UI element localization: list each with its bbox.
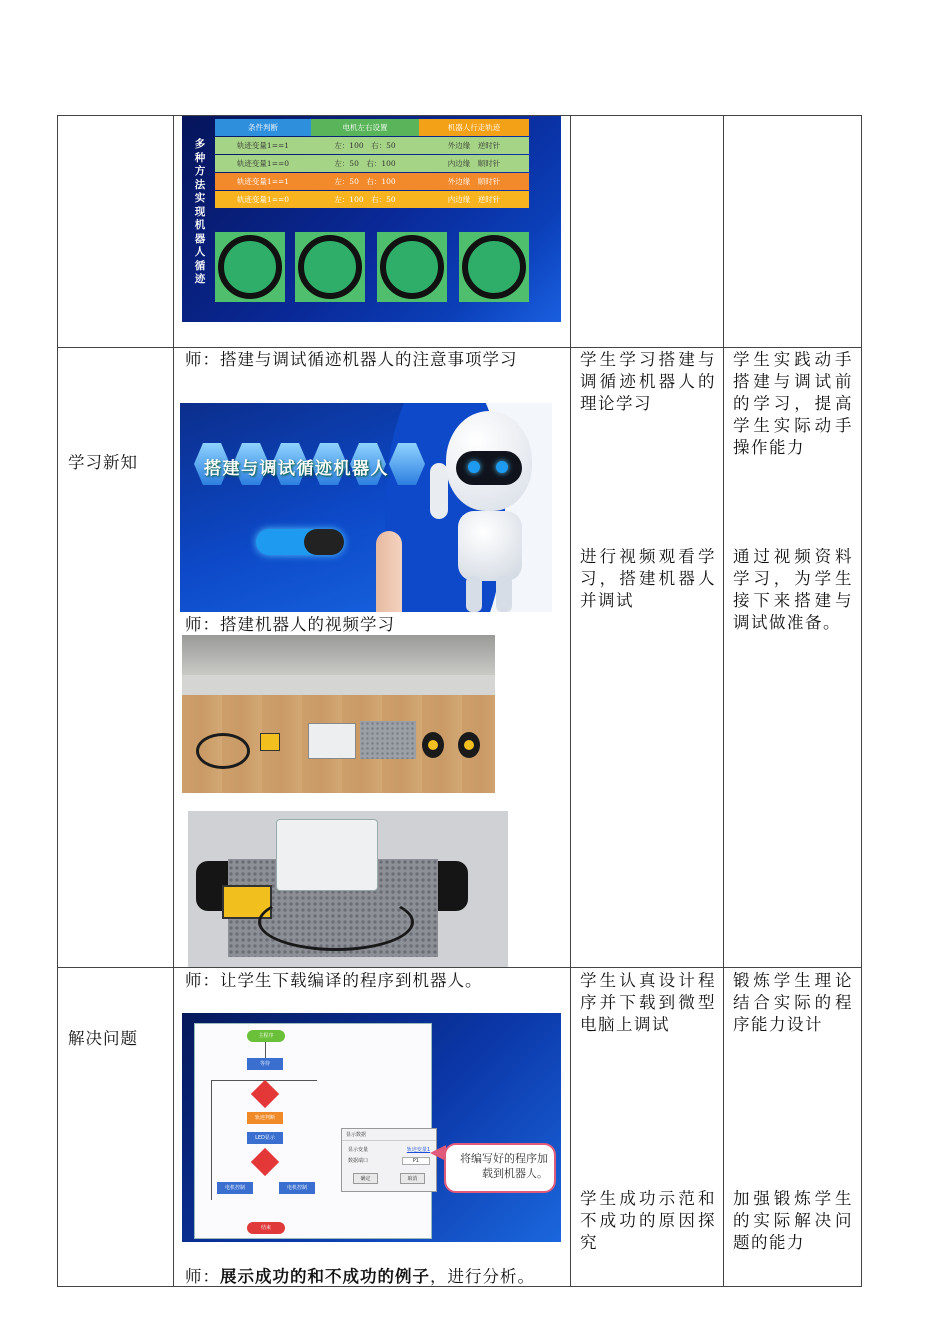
photo-background — [182, 635, 495, 675]
robot-body-icon — [458, 511, 522, 581]
student-activity-download: 学生认真设计程序并下载到微型电脑上调试 — [580, 971, 716, 1034]
table-border-right — [861, 115, 862, 1287]
slide-table-row — [215, 137, 561, 154]
student-activity-analysis: 学生成功示范和不成功的原因探究 — [580, 1189, 716, 1252]
stage-label-solve: 解决问题 — [68, 1029, 138, 1048]
slide-cell: 左：50 右：100 — [311, 155, 419, 172]
hexagon-icon — [389, 443, 425, 485]
flow-step-track: 轨迹判断 — [247, 1112, 283, 1124]
teacher-suffix: ，进行分析。 — [430, 1267, 535, 1286]
controller-brick-icon — [276, 819, 378, 891]
program-editor-window — [194, 1023, 432, 1239]
flow-step-wait: 等待 — [247, 1058, 283, 1070]
sensor-icon — [260, 733, 280, 751]
dialog-cancel-button[interactable]: 取消 — [400, 1173, 424, 1184]
robot-eye-icon — [496, 461, 508, 473]
dialog-title: 显示数据 — [342, 1129, 436, 1141]
toggle-knob — [304, 529, 344, 555]
flow-step-led: LED显示 — [247, 1132, 283, 1144]
dialog-buttons — [342, 1167, 436, 1184]
student-activity-video: 进行视频观看学习，搭建机器人并调试 — [580, 547, 716, 610]
slide-table-row — [215, 155, 561, 172]
finger-icon — [376, 531, 402, 612]
track-tile-3 — [377, 232, 447, 302]
cable-icon — [196, 733, 250, 769]
slide-table-row — [215, 173, 561, 190]
toggle-switch-icon — [256, 529, 344, 555]
slide-cell: 左：100 右：50 — [311, 191, 419, 208]
dialog-row — [342, 1155, 436, 1167]
stage-label-learn: 学习新知 — [68, 453, 138, 472]
slide-cell: 内边缘 顺时针 — [419, 155, 529, 172]
slide-cell: 内边缘 逆时针 — [419, 191, 529, 208]
slide-cell: 左：100 右：50 — [311, 137, 419, 154]
flow-loop-frame — [211, 1080, 212, 1200]
slide-header-track: 机器人行走轨迹 — [419, 119, 529, 136]
teacher-bold-phrase: 展示成功的和不成功的例子 — [220, 1267, 430, 1286]
slide-cell: 外边缘 逆时针 — [419, 137, 529, 154]
base-plate-icon — [360, 721, 416, 759]
slide-multi-method — [182, 116, 561, 322]
dialog-row1-label: 显示变量 — [348, 1147, 369, 1153]
track-ring-icon — [218, 235, 282, 299]
dialog-row2-value[interactable]: P1 — [402, 1157, 430, 1165]
table-border-left — [57, 115, 58, 1287]
robot-leg-icon — [466, 576, 482, 612]
slide-cell: 轨迹变量1==1 — [215, 137, 311, 154]
slide-header-condition: 条件判断 — [215, 119, 311, 136]
slide-title: 搭建与调试循迹机器人 — [204, 459, 389, 479]
cable-icon — [258, 893, 414, 951]
row-divider-1 — [57, 347, 862, 348]
track-tile-4 — [459, 232, 529, 302]
purpose-program-design: 锻炼学生理论结合实际的程序能力设计 — [733, 971, 853, 1034]
track-ring-icon — [298, 235, 362, 299]
column-divider-3 — [723, 115, 724, 1287]
flow-line — [265, 1042, 266, 1058]
photo-robot-parts — [182, 635, 495, 793]
wheel-icon — [458, 732, 480, 758]
slide-header-motor: 电机左右设置 — [311, 119, 419, 136]
flow-end: 结束 — [247, 1222, 285, 1234]
purpose-problem-solving: 加强锻炼学生的实际解决问题的能力 — [733, 1189, 853, 1252]
robot-face-icon — [456, 451, 522, 485]
purpose-video: 通过视频资料学习，为学生接下来搭建与调试做准备。 — [733, 547, 853, 632]
slide-cell: 轨迹变量1==1 — [215, 173, 311, 190]
slide-cell: 左：50 右：100 — [311, 173, 419, 190]
slide-cell: 轨迹变量1==0 — [215, 191, 311, 208]
teacher-prefix: 师： — [185, 1267, 220, 1286]
column-divider-2 — [570, 115, 571, 1287]
flow-step-motor-right: 电机控制 — [279, 1182, 315, 1194]
flow-start: 主程序 — [247, 1030, 285, 1042]
robot-leg-icon — [496, 576, 512, 612]
slide-condition-table — [215, 119, 561, 209]
track-tile-1 — [215, 232, 285, 302]
teacher-text-download: 师：让学生下载编译的程序到机器人。 — [185, 971, 483, 990]
photo-assembled-robot — [188, 811, 508, 967]
slide-build-debug — [180, 403, 552, 612]
flow-decision-condition — [251, 1148, 279, 1176]
track-ring-icon — [380, 235, 444, 299]
controller-brick-icon — [308, 723, 356, 759]
column-divider-1 — [173, 115, 174, 1287]
speech-bubble: 将编写好的程序加载到机器人。 — [444, 1143, 556, 1193]
robot-eye-icon — [468, 461, 480, 473]
teacher-text-notes: 师：搭建与调试循迹机器人的注意事项学习 — [185, 350, 518, 369]
robot-hand-icon — [430, 463, 448, 519]
dialog-row2-label: 数据端口 — [348, 1158, 369, 1164]
flow-step-motor-left: 电机控制 — [217, 1182, 253, 1194]
data-display-dialog — [341, 1128, 437, 1192]
wheel-icon — [422, 732, 444, 758]
slide-cell: 外边缘 顺时针 — [419, 173, 529, 190]
slide-download-program — [182, 1013, 561, 1242]
teacher-text-examples — [185, 1266, 535, 1288]
row-divider-2 — [57, 967, 862, 968]
dialog-ok-button[interactable]: 确定 — [353, 1173, 377, 1184]
track-ring-icon — [462, 235, 526, 299]
slide-vertical-title: 多种方法实现机器人循迹 — [194, 138, 206, 285]
purpose-practice: 学生实践动手搭建与调试前的学习，提高学生实际动手操作能力 — [733, 350, 853, 457]
teacher-text-video: 师：搭建机器人的视频学习 — [185, 615, 395, 634]
dialog-row — [342, 1141, 436, 1155]
student-activity-theory: 学生学习搭建与调循迹机器人的理论学习 — [580, 350, 716, 413]
slide-cell: 轨迹变量1==0 — [215, 155, 311, 172]
flow-decision-loop — [251, 1080, 279, 1108]
slide-table-row — [215, 191, 561, 208]
slide-table-header — [215, 119, 561, 136]
dialog-row1-value[interactable]: 轨迹变量1 — [406, 1147, 430, 1153]
track-tile-2 — [295, 232, 365, 302]
